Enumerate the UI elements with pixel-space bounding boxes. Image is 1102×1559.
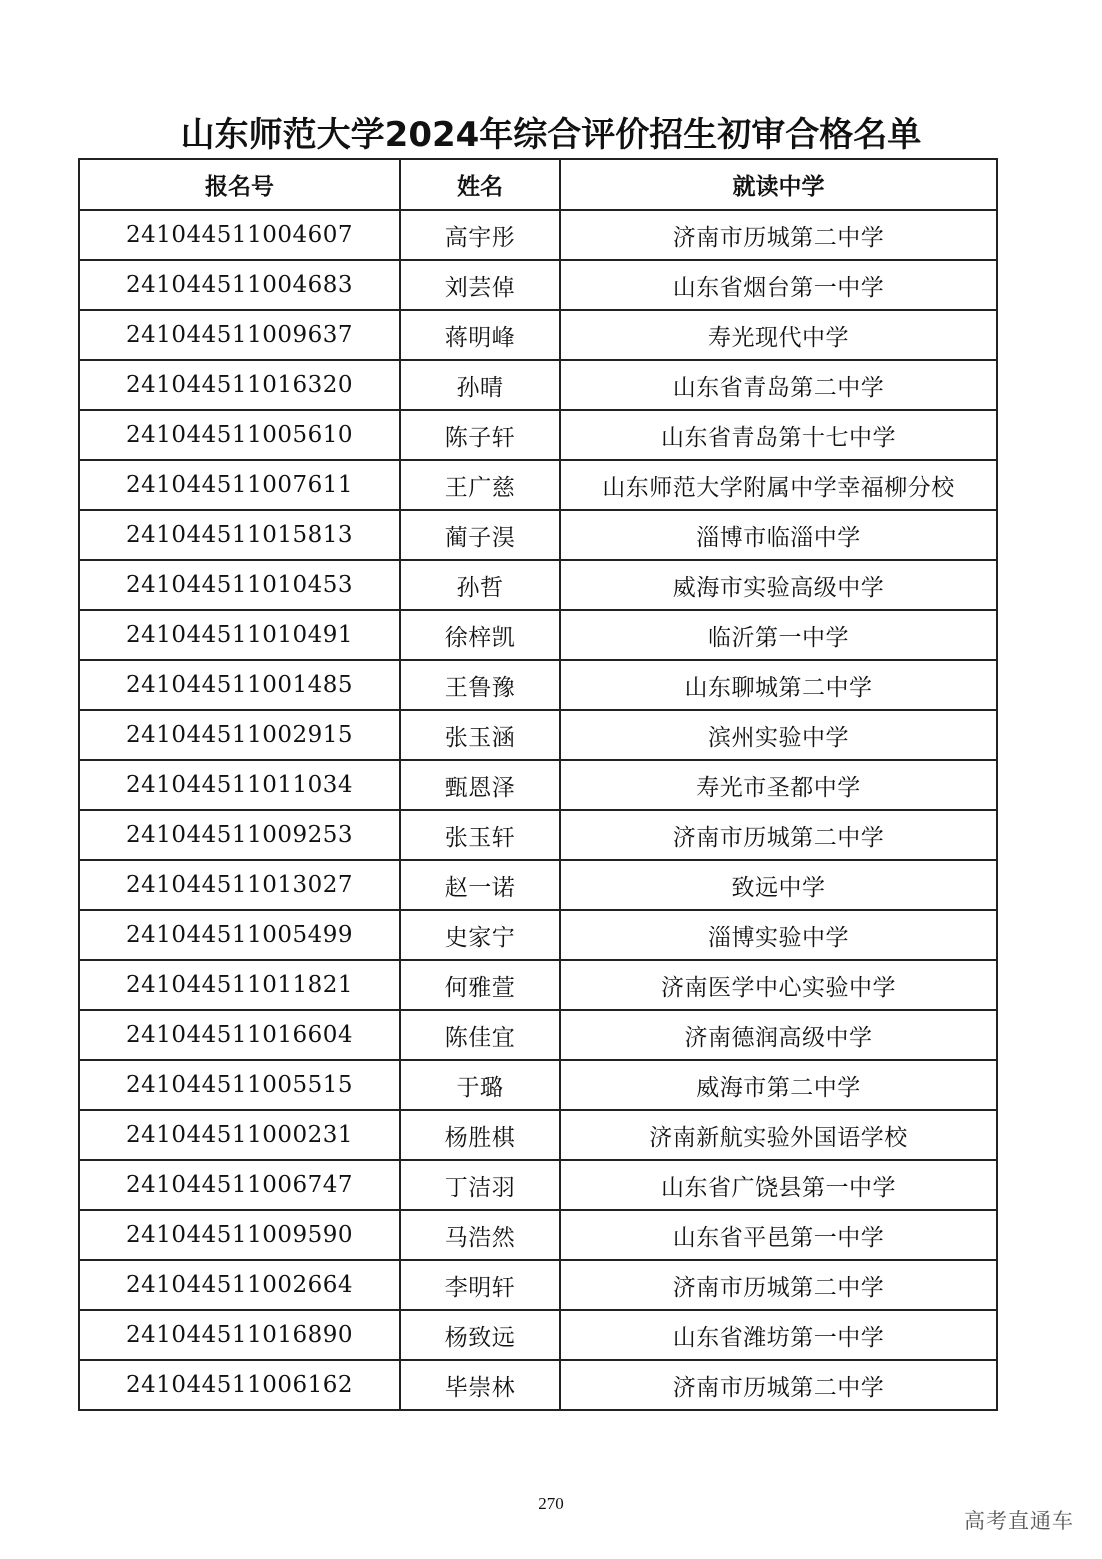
cell-registration-number: 241044511005499 [79, 910, 400, 960]
cell-registration-number: 241044511013027 [79, 860, 400, 910]
cell-school: 济南市历城第二中学 [560, 810, 997, 860]
cell-registration-number: 241044511004683 [79, 260, 400, 310]
cell-school: 威海市实验高级中学 [560, 560, 997, 610]
cell-registration-number: 241044511015813 [79, 510, 400, 560]
table-header-row [79, 159, 997, 210]
cell-registration-number: 241044511000231 [79, 1110, 400, 1160]
cell-school: 山东省青岛第二中学 [560, 360, 997, 410]
header-school: 就读中学 [560, 159, 997, 210]
cell-school: 威海市第二中学 [560, 1060, 997, 1110]
cell-student-name: 杨致远 [400, 1310, 560, 1360]
table-row [79, 1310, 997, 1360]
cell-school: 济南市历城第二中学 [560, 1260, 997, 1310]
cell-registration-number: 241044511007611 [79, 460, 400, 510]
cell-student-name: 徐梓凯 [400, 610, 560, 660]
table-row [79, 610, 997, 660]
cell-student-name: 丁洁羽 [400, 1160, 560, 1210]
table-row [79, 1360, 997, 1410]
table-row [79, 260, 997, 310]
cell-student-name: 张玉轩 [400, 810, 560, 860]
cell-student-name: 王广慈 [400, 460, 560, 510]
cell-registration-number: 241044511011034 [79, 760, 400, 810]
table-row [79, 1060, 997, 1110]
cell-student-name: 王鲁豫 [400, 660, 560, 710]
table-row [79, 1110, 997, 1160]
cell-student-name: 何雅萱 [400, 960, 560, 1010]
table-row [79, 1160, 997, 1210]
cell-registration-number: 241044511002915 [79, 710, 400, 760]
cell-student-name: 张玉涵 [400, 710, 560, 760]
cell-school: 山东省烟台第一中学 [560, 260, 997, 310]
cell-student-name: 甄恩泽 [400, 760, 560, 810]
cell-student-name: 于璐 [400, 1060, 560, 1110]
cell-school: 山东省青岛第十七中学 [560, 410, 997, 460]
table-row [79, 1210, 997, 1260]
cell-registration-number: 241044511016604 [79, 1010, 400, 1060]
table-row [79, 960, 997, 1010]
table-row [79, 1010, 997, 1060]
cell-school: 山东省广饶县第一中学 [560, 1160, 997, 1210]
table-row [79, 660, 997, 710]
table-row [79, 1260, 997, 1310]
cell-school: 济南市历城第二中学 [560, 210, 997, 260]
cell-registration-number: 241044511001485 [79, 660, 400, 710]
table-row [79, 410, 997, 460]
cell-school: 济南医学中心实验中学 [560, 960, 997, 1010]
cell-registration-number: 241044511006162 [79, 1360, 400, 1410]
table-row [79, 910, 997, 960]
cell-registration-number: 241044511016890 [79, 1310, 400, 1360]
cell-registration-number: 241044511009590 [79, 1210, 400, 1260]
header-name: 姓名 [400, 159, 560, 210]
cell-school: 滨州实验中学 [560, 710, 997, 760]
cell-school: 山东省平邑第一中学 [560, 1210, 997, 1260]
cell-student-name: 赵一诺 [400, 860, 560, 910]
cell-student-name: 蔺子淏 [400, 510, 560, 560]
cell-school: 致远中学 [560, 860, 997, 910]
cell-school: 淄博市临淄中学 [560, 510, 997, 560]
table-row [79, 810, 997, 860]
cell-registration-number: 241044511010491 [79, 610, 400, 660]
header-registration-number: 报名号 [79, 159, 400, 210]
admission-list-table [78, 158, 998, 1411]
cell-school: 山东聊城第二中学 [560, 660, 997, 710]
cell-school: 山东省潍坊第一中学 [560, 1310, 997, 1360]
cell-student-name: 李明轩 [400, 1260, 560, 1310]
cell-registration-number: 241044511006747 [79, 1160, 400, 1210]
cell-registration-number: 241044511002664 [79, 1260, 400, 1310]
cell-student-name: 陈佳宜 [400, 1010, 560, 1060]
cell-school: 寿光现代中学 [560, 310, 997, 360]
cell-school: 济南市历城第二中学 [560, 1360, 997, 1410]
page-number: 270 [538, 1494, 564, 1513]
cell-school: 寿光市圣都中学 [560, 760, 997, 810]
cell-registration-number: 241044511011821 [79, 960, 400, 1010]
table-row [79, 310, 997, 360]
table-row [79, 460, 997, 510]
table-row [79, 560, 997, 610]
cell-student-name: 高宇彤 [400, 210, 560, 260]
cell-registration-number: 241044511009637 [79, 310, 400, 360]
cell-school: 山东师范大学附属中学幸福柳分校 [560, 460, 997, 510]
cell-student-name: 蒋明峰 [400, 310, 560, 360]
cell-school: 淄博实验中学 [560, 910, 997, 960]
cell-student-name: 孙哲 [400, 560, 560, 610]
table-row [79, 510, 997, 560]
watermark-text: 高考直通车 [964, 1509, 1074, 1533]
table-row [79, 860, 997, 910]
table-row [79, 210, 997, 260]
cell-student-name: 刘芸倬 [400, 260, 560, 310]
cell-registration-number: 241044511005515 [79, 1060, 400, 1110]
cell-student-name: 史家宁 [400, 910, 560, 960]
cell-school: 济南新航实验外国语学校 [560, 1110, 997, 1160]
page-title: 山东师范大学2024年综合评价招生初审合格名单 [180, 115, 922, 155]
cell-student-name: 马浩然 [400, 1210, 560, 1260]
table-row [79, 710, 997, 760]
cell-school: 济南德润高级中学 [560, 1010, 997, 1060]
cell-registration-number: 241044511005610 [79, 410, 400, 460]
table-body [79, 210, 997, 1410]
table-row [79, 360, 997, 410]
cell-student-name: 孙晴 [400, 360, 560, 410]
cell-student-name: 毕崇林 [400, 1360, 560, 1410]
cell-registration-number: 241044511009253 [79, 810, 400, 860]
table-row [79, 760, 997, 810]
cell-school: 临沂第一中学 [560, 610, 997, 660]
cell-registration-number: 241044511016320 [79, 360, 400, 410]
cell-registration-number: 241044511004607 [79, 210, 400, 260]
cell-student-name: 陈子轩 [400, 410, 560, 460]
cell-registration-number: 241044511010453 [79, 560, 400, 610]
cell-student-name: 杨胜棋 [400, 1110, 560, 1160]
